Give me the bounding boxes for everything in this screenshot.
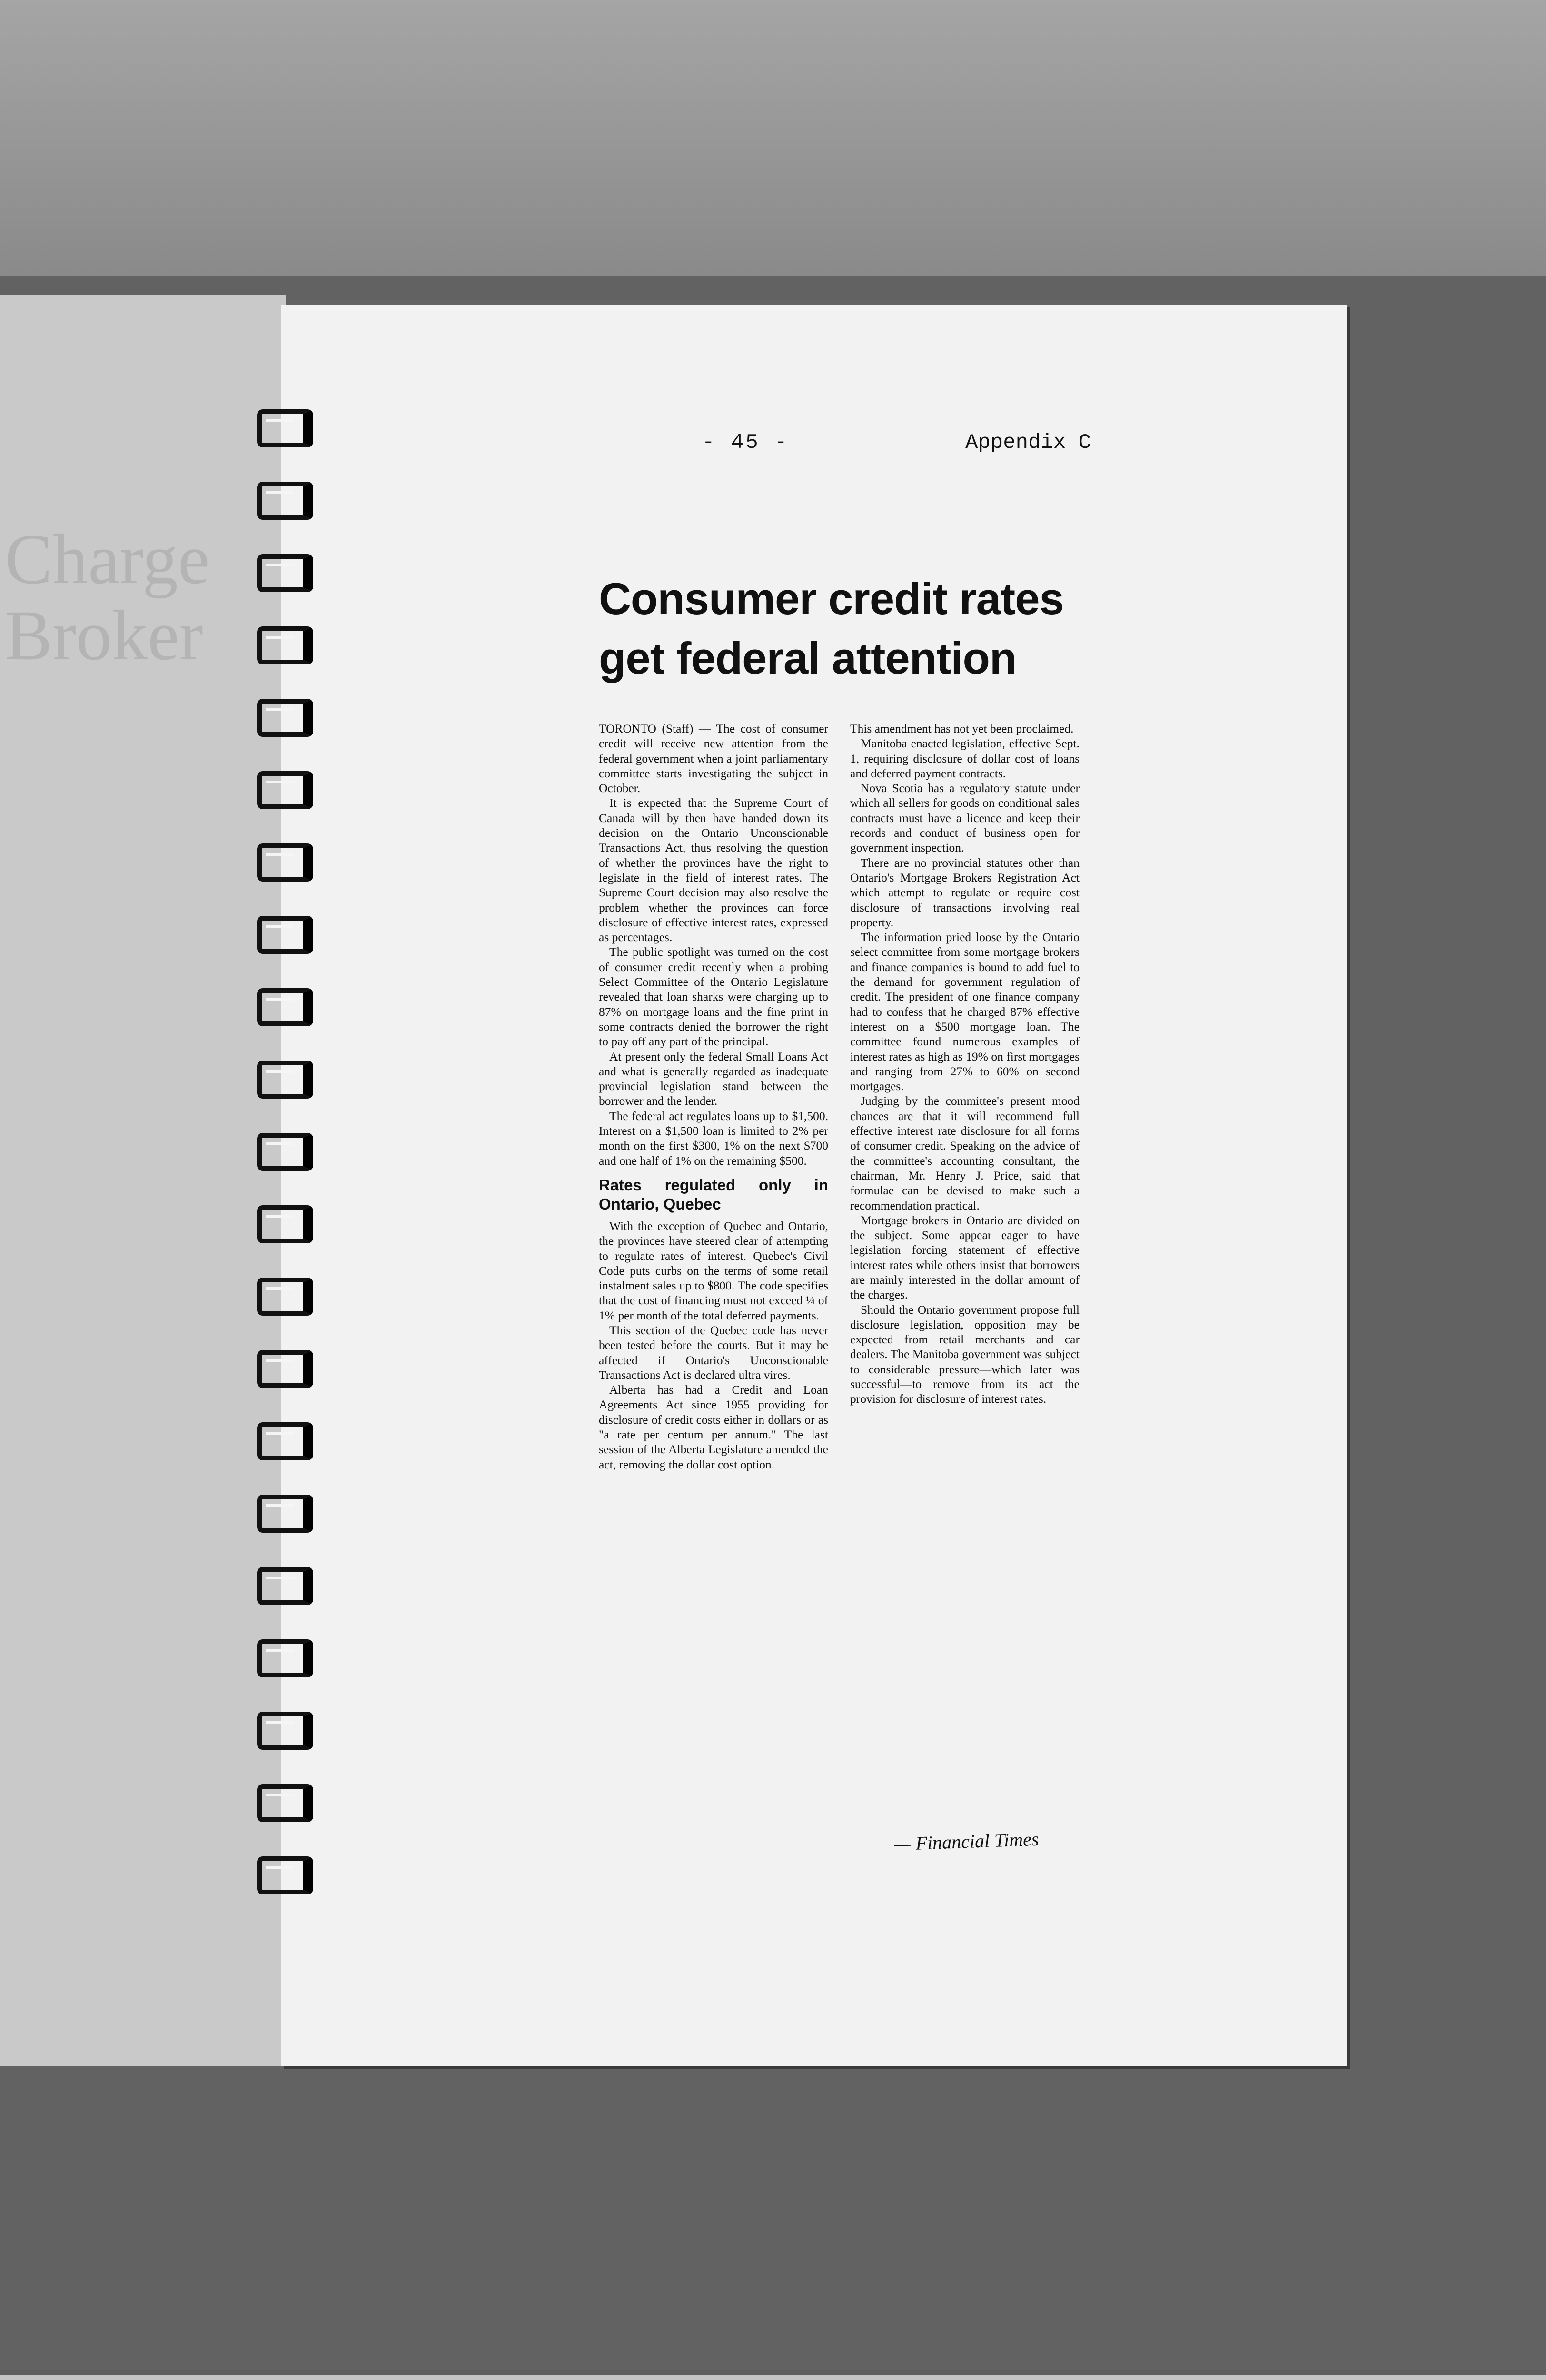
article-paragraph: Alberta has had a Credit and Loan Agreements Act since 1955 providing for disclosure of credit costs either in dollars or as "a rate per centum per annum." The last session of the Alberta Legislature amended the act, removing the dollar cost option. — [599, 1383, 828, 1471]
article-paragraph: This amendment has not yet been proclaimed. — [850, 722, 1074, 735]
archive-label-area — [0, 2375, 1546, 2380]
binding-coil — [257, 988, 313, 1026]
article-paragraph: At present only the federal Small Loans Act and what is generally regarded as inadequate provincial legislation stand between the borrower and the lender. — [599, 1049, 828, 1108]
article-paragraph: The information pried loose by the Ontario select committee from some mortgage brokers and finance companies is bound to add fuel to the demand for government regulation of credit. The president of one finance company had to confess that he charged 87% effective interest on a $500 mortgage loan. The committee found numerous examples of interest rates as high as 19% on first mortgages and ranging from 27% to 60% on second mortgages. — [850, 930, 1080, 1093]
binding-coil — [257, 843, 313, 882]
article-paragraph: There are no provincial statutes other than Ontario's Mortgage Brokers Registration Act which attempt to regulate or require cost disclosure of transactions involving real property. — [850, 855, 1080, 929]
headline-line-1: Consumer credit rates — [599, 574, 1064, 624]
binding-coil — [257, 1856, 313, 1894]
article-paragraph: With the exception of Quebec and Ontario, the provinces have steered clear of attempting to regulate rates of interest. Quebec's Civil Code puts curbs on the terms of some retail instalment sales up to $800. The code specifies that the cost of financing must not exceed ¼ of 1% per month of the total deferred payments. — [599, 1219, 828, 1322]
binding-coil — [257, 626, 313, 664]
article-paragraph: TORONTO (Staff) — The cost of consumer credit will receive new attention from the federal government when a joint parliamentary committee starts investigating the subject in October. — [599, 722, 828, 795]
binding-coil — [257, 1061, 313, 1099]
spiral-binding — [257, 409, 319, 1952]
article-paragraph: Mortgage brokers in Ontario are divided on the subject. Some appear eager to have legislation forcing statement of effective interest rates while others insist that borrowers are mainly interested in the dollar amount of the charges. — [850, 1213, 1080, 1302]
scan-background-top — [0, 0, 1546, 276]
binding-coil — [257, 1712, 313, 1750]
article-paragraph: It is expected that the Supreme Court of Canada will by then have handed down its decision on the Ontario Unconscionable Transactions Act, thus resolving the question of whether the provinces have the right to legislate in the field of interest rates. The Supreme Court decision may also resolve the problem whether the provinces can force disclosure of effective interest rates, expressed as percentages. — [599, 796, 828, 944]
source-signature: — Financial Times — [893, 1828, 1040, 1855]
page-number: - 45 - — [702, 431, 789, 455]
article-columns — [599, 721, 1080, 1472]
binding-coil — [257, 1639, 313, 1677]
binding-coil — [257, 1567, 313, 1605]
binding-coil — [257, 1495, 313, 1533]
previous-page-edge — [0, 295, 286, 2066]
binding-coil — [257, 1784, 313, 1822]
article-paragraph: Judging by the committee's present mood chances are that it will recommend full effective interest rate disclosure for all forms of consumer credit. Speaking on the advice of the committee's accounting consultant, the chairman, Mr. Henry J. Price, said that formulae can be devised to make such a recommendation practical. — [850, 1094, 1080, 1212]
binding-coil — [257, 699, 313, 737]
newspaper-clipping — [599, 569, 1080, 1916]
ghost-heading: Charge — [5, 520, 210, 599]
binding-coil — [257, 1350, 313, 1388]
binding-coil — [257, 771, 313, 809]
article-paragraph: The federal act regulates loans up to $1,500. Interest on a $1,500 loan is limited to 2% per month on the first $300, 1% on the next $700 and one half of 1% on the remaining $500. — [599, 1109, 828, 1168]
ghost-heading: Broker — [5, 596, 203, 675]
binding-coil — [257, 1278, 313, 1316]
appendix-label: Appendix C — [965, 431, 1091, 455]
article-paragraph: Nova Scotia has a regulatory statute under which all sellers for goods on conditional sales contracts must have a licence and keep their records and conduct of business open for government inspection. — [850, 781, 1080, 855]
article-subhead: Rates regulated only in Ontario, Quebec — [599, 1176, 828, 1213]
binding-coil — [257, 482, 313, 520]
article-paragraph: The public spotlight was turned on the cost of consumer credit recently when a probing Select Committee of the Ontario Legislature revealed that loan sharks were charging up to 87% on mortgage loans and the fine print in some contracts denied the borrower the right to pay off any part of the principal. — [599, 945, 828, 1049]
article-paragraph: Manitoba enacted legislation, effective Sept. 1, requiring disclosure of dollar cost of loans and deferred payment contracts. — [850, 736, 1080, 780]
binding-coil — [257, 1422, 313, 1460]
article-column-1 — [599, 721, 828, 1472]
binding-coil — [257, 916, 313, 954]
binding-coil — [257, 1205, 313, 1243]
article-paragraph: This section of the Quebec code has never been tested before the courts. But it may be affected if Ontario's Unconscionable Transactions Act is declared ultra vires. — [599, 1323, 828, 1382]
article-paragraph: Should the Ontario government propose full disclosure legislation, opposition may be expected from retail merchants and car dealers. The Manitoba government was subject to considerable pressure—which later was successful—to remove from its act the provision for disclosure of interest rates. — [850, 1302, 1080, 1406]
binding-coil — [257, 554, 313, 592]
headline-line-2: get federal attention — [599, 633, 1017, 683]
headline — [599, 569, 1080, 688]
binding-coil — [257, 1133, 313, 1171]
binding-coil — [257, 409, 313, 447]
article-column-2 — [850, 721, 1080, 1472]
